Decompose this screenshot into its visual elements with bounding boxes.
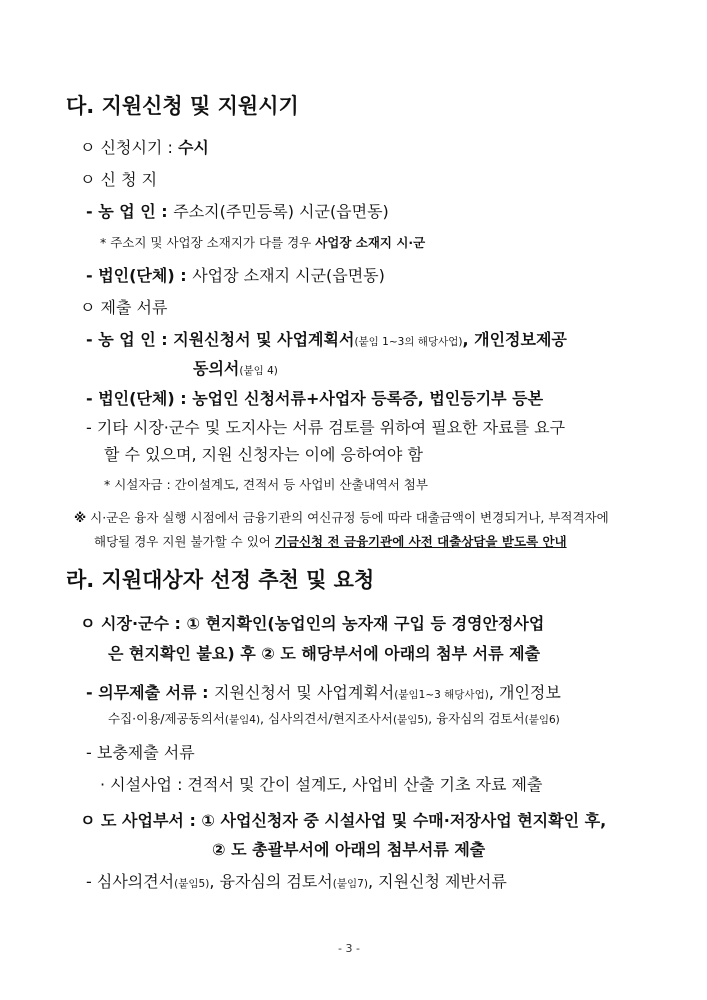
supplement-item: · 시설사업 : 견적서 및 간이 설계도, 사업비 산출 기초 자료 제출: [100, 775, 543, 794]
farmer-place-value: 주소지(주민등록) 시군(읍면동): [173, 202, 389, 221]
notice-line-2: [94, 534, 567, 549]
apply-place-label: ㅇ 신 청 지: [80, 170, 158, 189]
docs-farmer-small-a: (붙임 1~3의 해당사업): [354, 336, 463, 348]
mayor-line-2: 은 현지확인 불요) 후 ② 도 해당부서에 아래의 첨부 서류 제출: [108, 644, 541, 663]
facility-note: * 시설자금 : 간이설계도, 견적서 등 사업비 산출내역서 첨부: [104, 477, 428, 492]
corp-place-value: 사업장 소재지 시군(읍면동): [192, 266, 385, 285]
mandatory-b: , 개인정보: [488, 683, 561, 702]
final-docs: [86, 872, 507, 891]
notice-mark: ※: [74, 510, 87, 525]
mandatory-line2-a: 수집·이용/제공동의서: [108, 711, 225, 726]
section-ra-title: 라. 지원대상자 선정 추천 및 요청: [66, 568, 375, 592]
mandatory-docs: [86, 683, 561, 702]
etc-line-1: - 기타 시장·군수 및 도지사는 서류 검토를 위하여 필요한 자료를 요구: [86, 418, 566, 437]
farmer-note-text: * 주소지 및 사업장 소재지가 다를 경우: [100, 235, 316, 250]
farmer-note-bold: 사업장 소재지 시·군: [315, 235, 426, 250]
corp-place-label: - 법인(단체) :: [86, 266, 193, 285]
farmer-place: [86, 202, 389, 221]
etc-line-2: 할 수 있으며, 지원 신청자는 이에 응하여야 함: [104, 445, 423, 464]
dept-line-1: ㅇ 도 사업부서 : ① 사업신청자 중 시설사업 및 수매·저장사업 현지확인 후,: [80, 811, 607, 830]
docs-corp-label: - 법인(단체) :: [86, 389, 193, 408]
supplement-label: - 보충제출 서류: [86, 743, 195, 762]
section-da-title: 다. 지원신청 및 지원시기: [66, 94, 299, 118]
mandatory-line2-b: , 심사의견서/현지조사서: [260, 711, 393, 726]
mandatory-line2-c-small: (붙임6): [524, 714, 560, 726]
docs-farmer: [86, 330, 567, 349]
mandatory-line2-a-small: (붙임4): [224, 714, 261, 726]
docs-label: ㅇ 제출 서류: [80, 298, 168, 317]
docs-farmer-small-c: (붙임 4): [239, 365, 278, 377]
mandatory-a-small: (붙임1~3 해당사업): [394, 689, 489, 701]
final-a-small: (붙임5): [174, 878, 210, 890]
docs-farmer-cont: [193, 359, 278, 378]
final-b-small: (붙임7): [332, 878, 368, 890]
final-b: , 융자심의 검토서: [209, 872, 333, 891]
mandatory-line2-b-small: (붙임5): [392, 714, 429, 726]
apply-period: [80, 138, 209, 157]
final-c: , 지원신청 제반서류: [367, 872, 507, 891]
apply-period-label: ㅇ 신청시기 :: [80, 138, 178, 157]
docs-farmer-value-b: , 개인정보제공: [462, 330, 567, 349]
farmer-place-label: - 농 업 인 :: [86, 202, 174, 221]
final-a: - 심사의견서: [86, 872, 175, 891]
farmer-note: [100, 235, 425, 250]
mandatory-docs-cont: [108, 711, 560, 727]
page-number: - 3 -: [338, 942, 360, 955]
apply-period-value: 수시: [177, 138, 209, 157]
mandatory-label: - 의무제출 서류 :: [86, 683, 215, 702]
corp-place: [86, 266, 385, 285]
docs-farmer-value-c: 동의서: [193, 359, 240, 378]
mandatory-a: 지원신청서 및 사업계획서: [214, 683, 395, 702]
notice-line-1-text: 시·군은 융자 실행 시점에서 금융기관의 여신규정 등에 따라 대출금액이 변경되거나, 부적격자에: [86, 510, 609, 525]
mayor-line-1: ㅇ 시장·군수 : ① 현지확인(농업인의 농자재 구입 등 경영안정사업: [80, 614, 545, 633]
docs-farmer-value-a: 지원신청서 및 사업계획서: [173, 330, 355, 349]
mandatory-line2-c: , 융자심의 검토서: [428, 711, 525, 726]
notice-line-1: [74, 510, 609, 525]
notice-line-2-bold: 기금신청 전 금융기관에 사전 대출상담을 받도록 안내: [274, 534, 567, 549]
docs-corp: [86, 389, 543, 408]
notice-line-2-text: 해당될 경우 지원 불가할 수 있어: [94, 534, 275, 549]
docs-corp-value: 농업인 신청서류+사업자 등록증, 법인등기부 등본: [192, 389, 544, 408]
dept-line-2: ② 도 총괄부서에 아래의 첨부서류 제출: [212, 840, 486, 859]
docs-farmer-label: - 농 업 인 :: [86, 330, 174, 349]
